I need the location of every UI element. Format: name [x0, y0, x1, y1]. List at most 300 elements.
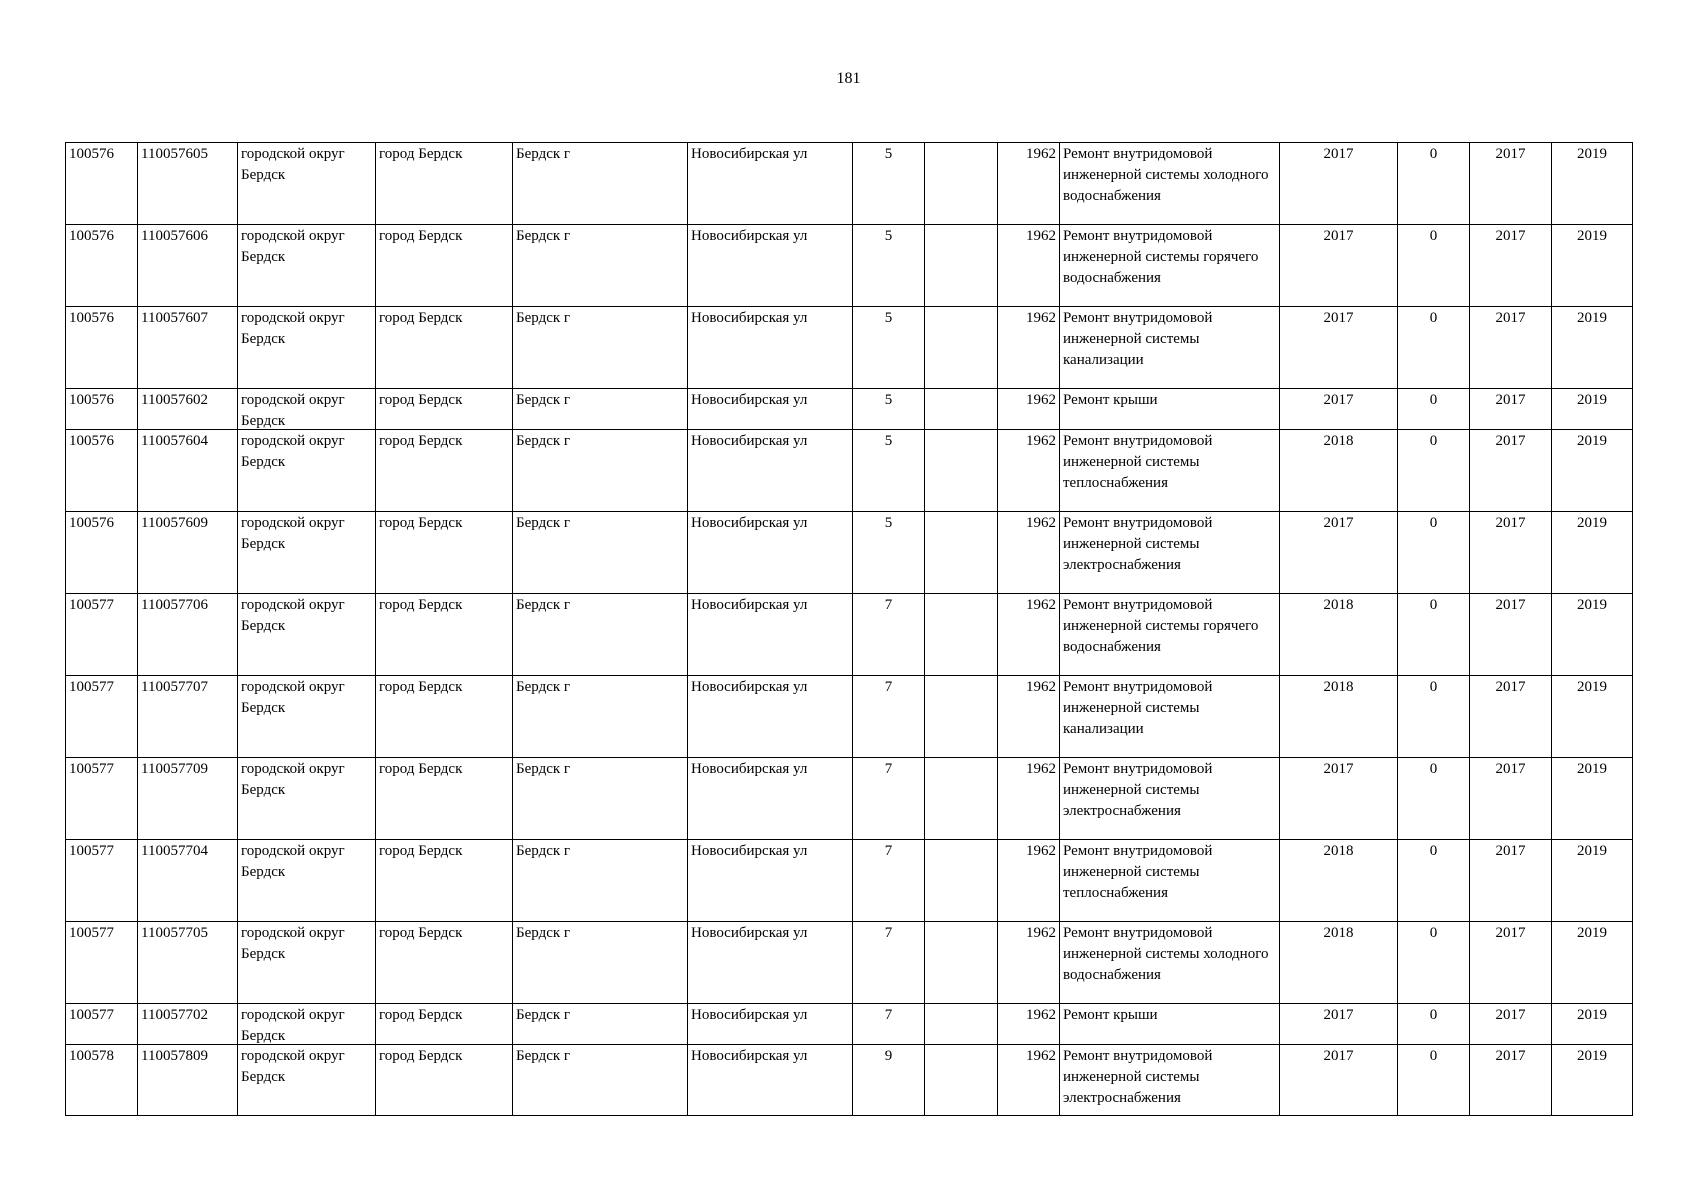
settlement-text: Бердск г — [516, 146, 571, 162]
cell-cost — [1398, 840, 1470, 922]
cell-district — [238, 758, 376, 840]
street-text: Новосибирская ул — [691, 761, 808, 777]
cell-year-built — [998, 143, 1060, 225]
cost-text: 0 — [1429, 310, 1438, 326]
cell-cost — [1398, 594, 1470, 676]
code-text: 110057609 — [141, 515, 208, 531]
cost-text: 0 — [1429, 392, 1438, 408]
cell-plan-year — [1280, 758, 1398, 840]
cell-work — [1060, 758, 1280, 840]
cost-text: 0 — [1429, 761, 1438, 777]
cell-work — [1060, 676, 1280, 758]
cell-extra — [925, 594, 998, 676]
municipality-text: город Бердск — [379, 392, 463, 408]
cell-id — [66, 840, 138, 922]
cell-code — [138, 840, 238, 922]
cell-street — [688, 225, 853, 307]
cell-house — [853, 1045, 925, 1116]
work-text: Ремонт внутридомовой инженерной системы холодного водоснабжения — [1063, 925, 1269, 983]
street-text: Новосибирская ул — [691, 597, 808, 613]
cell-municipality — [376, 1045, 513, 1116]
cell-code — [138, 512, 238, 594]
cell-extra — [925, 225, 998, 307]
start-text: 2017 — [1495, 679, 1526, 695]
id-text: 100577 — [69, 679, 114, 695]
cell-end — [1552, 512, 1633, 594]
id-text: 100576 — [69, 515, 114, 531]
registry-table — [65, 142, 1633, 1116]
cell-end — [1552, 1045, 1633, 1116]
table-row — [66, 758, 1633, 840]
cell-settlement — [513, 143, 688, 225]
municipality-text: город Бердск — [379, 1048, 463, 1064]
cell-municipality — [376, 225, 513, 307]
cell-street — [688, 922, 853, 1004]
cell-cost — [1398, 1045, 1470, 1116]
work-text: Ремонт внутридомовой инженерной системы канализации — [1063, 679, 1213, 737]
table-row — [66, 1004, 1633, 1045]
cell-work — [1060, 512, 1280, 594]
end-text: 2019 — [1577, 515, 1607, 531]
plan-year-text: 2018 — [1323, 597, 1354, 613]
end-text: 2019 — [1577, 228, 1607, 244]
cell-district — [238, 430, 376, 512]
cell-start — [1470, 840, 1552, 922]
cost-text: 0 — [1429, 597, 1438, 613]
cell-settlement — [513, 676, 688, 758]
cell-end — [1552, 430, 1633, 512]
code-text: 110057809 — [141, 1048, 208, 1064]
settlement-text: Бердск г — [516, 1007, 571, 1023]
start-text: 2017 — [1495, 1048, 1526, 1064]
cell-year-built — [998, 676, 1060, 758]
cell-cost — [1398, 143, 1470, 225]
street-text: Новосибирская ул — [691, 679, 808, 695]
table-row — [66, 389, 1633, 430]
cell-extra — [925, 922, 998, 1004]
house-text: 9 — [884, 1048, 893, 1064]
work-text: Ремонт крыши — [1063, 1007, 1158, 1023]
cell-plan-year — [1280, 594, 1398, 676]
cell-start — [1470, 512, 1552, 594]
id-text: 100578 — [69, 1048, 114, 1064]
cost-text: 0 — [1429, 1007, 1438, 1023]
end-text: 2019 — [1577, 146, 1607, 162]
house-text: 5 — [884, 392, 893, 408]
work-text: Ремонт внутридомовой инженерной системы электроснабжения — [1063, 761, 1213, 819]
cell-id — [66, 758, 138, 840]
cell-municipality — [376, 594, 513, 676]
cell-id — [66, 676, 138, 758]
table-row — [66, 143, 1633, 225]
district-text: городской округ Бердск — [241, 392, 345, 429]
settlement-text: Бердск г — [516, 761, 571, 777]
cell-work — [1060, 840, 1280, 922]
year-built-text: 1962 — [1026, 679, 1056, 695]
cell-code — [138, 225, 238, 307]
street-text: Новосибирская ул — [691, 392, 808, 408]
street-text: Новосибирская ул — [691, 1007, 808, 1023]
cell-settlement — [513, 430, 688, 512]
cell-house — [853, 676, 925, 758]
year-built-text: 1962 — [1026, 310, 1056, 326]
cell-district — [238, 225, 376, 307]
cell-id — [66, 307, 138, 389]
cell-municipality — [376, 389, 513, 430]
cell-year-built — [998, 840, 1060, 922]
cell-cost — [1398, 430, 1470, 512]
id-text: 100577 — [69, 597, 114, 613]
cell-house — [853, 512, 925, 594]
settlement-text: Бердск г — [516, 679, 571, 695]
year-built-text: 1962 — [1026, 761, 1056, 777]
cell-municipality — [376, 676, 513, 758]
year-built-text: 1962 — [1026, 1048, 1056, 1064]
id-text: 100576 — [69, 228, 114, 244]
cell-street — [688, 143, 853, 225]
cell-municipality — [376, 1004, 513, 1045]
plan-year-text: 2017 — [1323, 228, 1354, 244]
cell-work — [1060, 143, 1280, 225]
house-text: 5 — [884, 515, 893, 531]
cell-street — [688, 430, 853, 512]
cell-year-built — [998, 389, 1060, 430]
id-text: 100576 — [69, 310, 114, 326]
cell-district — [238, 594, 376, 676]
cell-plan-year — [1280, 922, 1398, 1004]
year-built-text: 1962 — [1026, 843, 1056, 859]
municipality-text: город Бердск — [379, 228, 463, 244]
cell-municipality — [376, 512, 513, 594]
house-text: 7 — [884, 1007, 893, 1023]
start-text: 2017 — [1495, 228, 1526, 244]
start-text: 2017 — [1495, 515, 1526, 531]
work-text: Ремонт внутридомовой инженерной системы горячего водоснабжения — [1063, 597, 1259, 655]
house-text: 5 — [884, 310, 893, 326]
code-text: 110057707 — [141, 679, 208, 695]
house-text: 7 — [884, 761, 893, 777]
start-text: 2017 — [1495, 761, 1526, 777]
cell-house — [853, 389, 925, 430]
end-text: 2019 — [1577, 1007, 1607, 1023]
municipality-text: город Бердск — [379, 679, 463, 695]
plan-year-text: 2018 — [1323, 925, 1354, 941]
cell-house — [853, 225, 925, 307]
cell-code — [138, 676, 238, 758]
code-text: 110057705 — [141, 925, 208, 941]
cell-municipality — [376, 758, 513, 840]
cell-municipality — [376, 430, 513, 512]
street-text: Новосибирская ул — [691, 843, 808, 859]
cell-plan-year — [1280, 225, 1398, 307]
municipality-text: город Бердск — [379, 925, 463, 941]
plan-year-text: 2017 — [1323, 1007, 1354, 1023]
cell-start — [1470, 1045, 1552, 1116]
cost-text: 0 — [1429, 515, 1438, 531]
end-text: 2019 — [1577, 392, 1607, 408]
work-text: Ремонт внутридомовой инженерной системы теплоснабжения — [1063, 843, 1213, 901]
cell-year-built — [998, 594, 1060, 676]
cell-settlement — [513, 840, 688, 922]
cell-district — [238, 676, 376, 758]
settlement-text: Бердск г — [516, 1048, 571, 1064]
street-text: Новосибирская ул — [691, 228, 808, 244]
cell-cost — [1398, 389, 1470, 430]
cell-start — [1470, 389, 1552, 430]
district-text: городской округ Бердск — [241, 1007, 345, 1044]
cell-street — [688, 1004, 853, 1045]
cost-text: 0 — [1429, 679, 1438, 695]
end-text: 2019 — [1577, 1048, 1607, 1064]
cell-municipality — [376, 307, 513, 389]
cell-year-built — [998, 225, 1060, 307]
end-text: 2019 — [1577, 310, 1607, 326]
cell-end — [1552, 389, 1633, 430]
cell-work — [1060, 1004, 1280, 1045]
cell-district — [238, 307, 376, 389]
cell-plan-year — [1280, 307, 1398, 389]
cell-start — [1470, 1004, 1552, 1045]
cell-cost — [1398, 1004, 1470, 1045]
end-text: 2019 — [1577, 761, 1607, 777]
cell-year-built — [998, 758, 1060, 840]
cell-settlement — [513, 1004, 688, 1045]
cell-id — [66, 594, 138, 676]
district-text: городской округ Бердск — [241, 146, 345, 183]
work-text: Ремонт внутридомовой инженерной системы горячего водоснабжения — [1063, 228, 1259, 286]
cell-extra — [925, 1004, 998, 1045]
table-row — [66, 1045, 1633, 1116]
start-text: 2017 — [1495, 1007, 1526, 1023]
cell-extra — [925, 389, 998, 430]
cell-year-built — [998, 1045, 1060, 1116]
cell-settlement — [513, 594, 688, 676]
municipality-text: город Бердск — [379, 843, 463, 859]
cell-house — [853, 1004, 925, 1045]
cell-end — [1552, 307, 1633, 389]
cell-work — [1060, 922, 1280, 1004]
cell-extra — [925, 143, 998, 225]
cost-text: 0 — [1429, 433, 1438, 449]
cell-start — [1470, 430, 1552, 512]
table-row — [66, 840, 1633, 922]
cell-street — [688, 512, 853, 594]
cell-code — [138, 307, 238, 389]
id-text: 100577 — [69, 843, 114, 859]
year-built-text: 1962 — [1026, 515, 1056, 531]
code-text: 110057709 — [141, 761, 208, 777]
district-text: городской округ Бердск — [241, 679, 345, 716]
cell-start — [1470, 225, 1552, 307]
cell-work — [1060, 594, 1280, 676]
table-row — [66, 512, 1633, 594]
id-text: 100576 — [69, 146, 114, 162]
cell-id — [66, 512, 138, 594]
year-built-text: 1962 — [1026, 228, 1056, 244]
cell-street — [688, 758, 853, 840]
id-text: 100577 — [69, 1007, 114, 1023]
cell-code — [138, 1045, 238, 1116]
cell-street — [688, 594, 853, 676]
cell-street — [688, 389, 853, 430]
cell-plan-year — [1280, 840, 1398, 922]
cell-plan-year — [1280, 389, 1398, 430]
cost-text: 0 — [1429, 228, 1438, 244]
cell-house — [853, 307, 925, 389]
table-row — [66, 307, 1633, 389]
district-text: городской округ Бердск — [241, 597, 345, 634]
cell-end — [1552, 840, 1633, 922]
cell-district — [238, 1045, 376, 1116]
end-text: 2019 — [1577, 843, 1607, 859]
plan-year-text: 2017 — [1323, 146, 1354, 162]
cell-year-built — [998, 430, 1060, 512]
cell-district — [238, 922, 376, 1004]
start-text: 2017 — [1495, 310, 1526, 326]
table-row — [66, 594, 1633, 676]
year-built-text: 1962 — [1026, 433, 1056, 449]
cell-start — [1470, 594, 1552, 676]
cost-text: 0 — [1429, 1048, 1438, 1064]
cell-settlement — [513, 922, 688, 1004]
cell-code — [138, 389, 238, 430]
district-text: городской округ Бердск — [241, 515, 345, 552]
house-text: 7 — [884, 843, 893, 859]
plan-year-text: 2018 — [1323, 679, 1354, 695]
cell-street — [688, 1045, 853, 1116]
cell-house — [853, 594, 925, 676]
settlement-text: Бердск г — [516, 925, 571, 941]
settlement-text: Бердск г — [516, 433, 571, 449]
year-built-text: 1962 — [1026, 925, 1056, 941]
street-text: Новосибирская ул — [691, 515, 808, 531]
cell-code — [138, 758, 238, 840]
cell-id — [66, 389, 138, 430]
cell-municipality — [376, 143, 513, 225]
cell-work — [1060, 225, 1280, 307]
cell-work — [1060, 307, 1280, 389]
cell-house — [853, 430, 925, 512]
cell-plan-year — [1280, 143, 1398, 225]
year-built-text: 1962 — [1026, 597, 1056, 613]
cell-work — [1060, 430, 1280, 512]
cell-code — [138, 594, 238, 676]
work-text: Ремонт крыши — [1063, 392, 1158, 408]
municipality-text: город Бердск — [379, 310, 463, 326]
house-text: 7 — [884, 597, 893, 613]
district-text: городской округ Бердск — [241, 228, 345, 265]
cell-cost — [1398, 676, 1470, 758]
cell-start — [1470, 143, 1552, 225]
settlement-text: Бердск г — [516, 843, 571, 859]
work-text: Ремонт внутридомовой инженерной системы теплоснабжения — [1063, 433, 1213, 491]
cell-end — [1552, 225, 1633, 307]
municipality-text: город Бердск — [379, 761, 463, 777]
cell-district — [238, 840, 376, 922]
plan-year-text: 2017 — [1323, 310, 1354, 326]
house-text: 5 — [884, 146, 893, 162]
cell-work — [1060, 389, 1280, 430]
plan-year-text: 2018 — [1323, 433, 1354, 449]
house-text: 7 — [884, 925, 893, 941]
plan-year-text: 2018 — [1323, 843, 1354, 859]
cell-end — [1552, 594, 1633, 676]
code-text: 110057706 — [141, 597, 208, 613]
cell-cost — [1398, 758, 1470, 840]
cell-district — [238, 389, 376, 430]
cell-plan-year — [1280, 1045, 1398, 1116]
code-text: 110057605 — [141, 146, 208, 162]
end-text: 2019 — [1577, 597, 1607, 613]
cell-id — [66, 922, 138, 1004]
cell-settlement — [513, 389, 688, 430]
code-text: 110057606 — [141, 228, 208, 244]
cell-street — [688, 307, 853, 389]
district-text: городской округ Бердск — [241, 1048, 345, 1085]
cell-year-built — [998, 512, 1060, 594]
year-built-text: 1962 — [1026, 392, 1056, 408]
street-text: Новосибирская ул — [691, 925, 808, 941]
cell-year-built — [998, 307, 1060, 389]
start-text: 2017 — [1495, 925, 1526, 941]
cell-plan-year — [1280, 676, 1398, 758]
code-text: 110057702 — [141, 1007, 208, 1023]
end-text: 2019 — [1577, 433, 1607, 449]
cell-id — [66, 1045, 138, 1116]
district-text: городской округ Бердск — [241, 925, 345, 962]
cell-settlement — [513, 512, 688, 594]
cell-end — [1552, 143, 1633, 225]
cell-end — [1552, 1004, 1633, 1045]
cell-id — [66, 225, 138, 307]
cell-extra — [925, 758, 998, 840]
district-text: городской округ Бердск — [241, 433, 345, 470]
settlement-text: Бердск г — [516, 228, 571, 244]
end-text: 2019 — [1577, 679, 1607, 695]
work-text: Ремонт внутридомовой инженерной системы электроснабжения — [1063, 1048, 1213, 1106]
start-text: 2017 — [1495, 843, 1526, 859]
settlement-text: Бердск г — [516, 597, 571, 613]
page-number: 181 — [836, 70, 861, 87]
district-text: городской округ Бердск — [241, 310, 345, 347]
cell-district — [238, 512, 376, 594]
district-text: городской округ Бердск — [241, 761, 345, 798]
cell-settlement — [513, 307, 688, 389]
cell-extra — [925, 1045, 998, 1116]
cell-end — [1552, 922, 1633, 1004]
cell-extra — [925, 430, 998, 512]
plan-year-text: 2017 — [1323, 515, 1354, 531]
plan-year-text: 2017 — [1323, 761, 1354, 777]
cell-house — [853, 758, 925, 840]
municipality-text: город Бердск — [379, 1007, 463, 1023]
settlement-text: Бердск г — [516, 392, 571, 408]
street-text: Новосибирская ул — [691, 433, 808, 449]
cost-text: 0 — [1429, 843, 1438, 859]
cell-house — [853, 922, 925, 1004]
cell-cost — [1398, 225, 1470, 307]
year-built-text: 1962 — [1026, 1007, 1056, 1023]
start-text: 2017 — [1495, 597, 1526, 613]
house-text: 5 — [884, 228, 893, 244]
cell-end — [1552, 676, 1633, 758]
cell-plan-year — [1280, 512, 1398, 594]
work-text: Ремонт внутридомовой инженерной системы электроснабжения — [1063, 515, 1213, 573]
cell-id — [66, 143, 138, 225]
cell-extra — [925, 676, 998, 758]
district-text: городской округ Бердск — [241, 843, 345, 880]
cell-year-built — [998, 922, 1060, 1004]
